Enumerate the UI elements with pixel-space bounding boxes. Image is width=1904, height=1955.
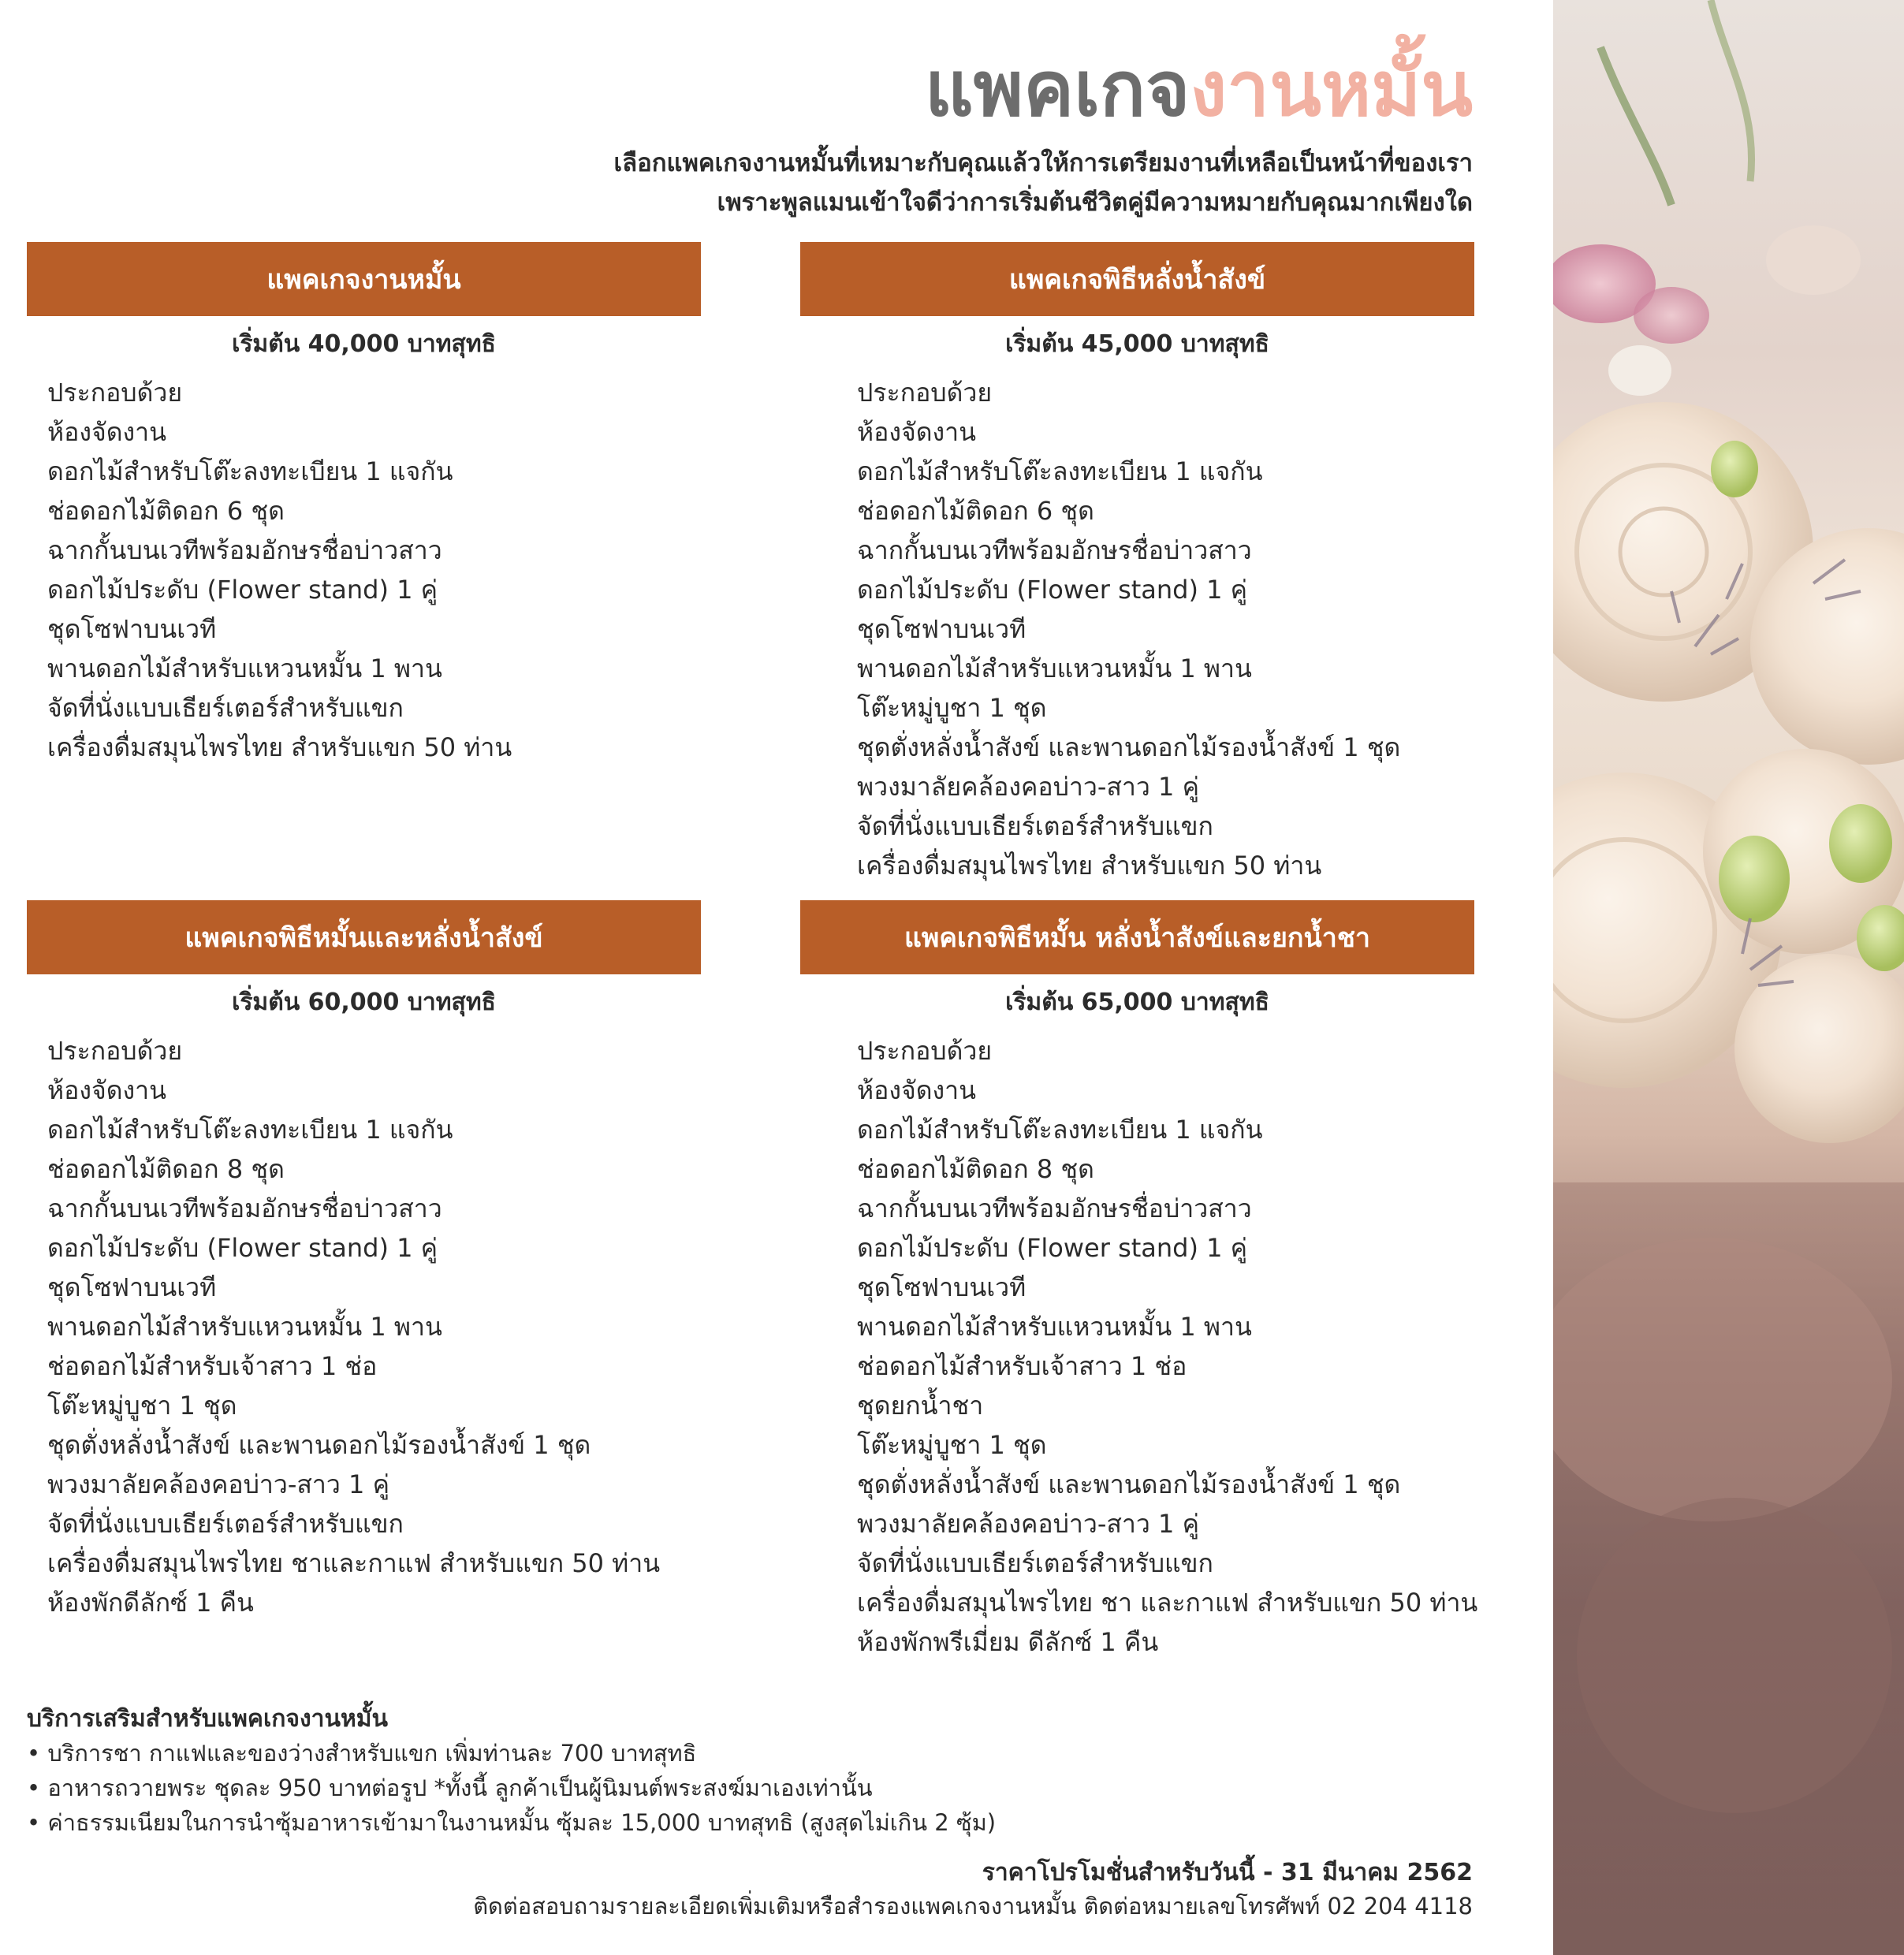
package-item: ชุดตั่งหลั่งน้ำสังข์ และพานดอกไม้รองน้ำสังข์ 1 ชุด	[857, 1469, 1401, 1499]
package-item: ช่อดอกไม้สำหรับเจ้าสาว 1 ช่อ	[47, 1351, 378, 1381]
intro-line: เพราะพูลแมนเข้าใจดีว่าการเริ่มต้นชีวิตคู่มีความหมายกับคุณมากเพียงใด	[717, 188, 1473, 217]
package-item: เครื่องดื่มสมุนไพรไทย ชาและกาแฟ สำหรับแขก 50 ท่าน	[47, 1548, 661, 1578]
extra-service-item: • ค่าธรรมเนียมในการนำซุ้มอาหารเข้ามาในงานหมั้น ซุ้มละ 15,000 บาทสุทธิ (สูงสุดไม่เกิน 2 ซุ้ม)	[27, 1805, 1525, 1840]
package-item: ฉากกั้นบนเวทีพร้อมอักษรชื่อบ่าวสาว	[47, 1193, 442, 1223]
package-item: ชุดโซฟาบนเวที	[47, 1272, 217, 1302]
package-item: พานดอกไม้สำหรับแหวนหมั้น 1 พาน	[47, 1312, 442, 1342]
package-item: ดอกไม้ประดับ (Flower stand) 1 คู่	[857, 575, 1248, 605]
package-item: ห้องจัดงาน	[857, 1075, 976, 1105]
package-item-list	[857, 1071, 1478, 1662]
intro-line: เลือกแพคเกจงานหมั้นที่เหมาะกับคุณแล้วให้การเตรียมงานที่เหลือเป็นหน้าที่ของเรา	[613, 149, 1473, 177]
package-item: ชุดโซฟาบนเวที	[857, 614, 1027, 644]
package-item: พานดอกไม้สำหรับแหวนหมั้น 1 พาน	[47, 654, 442, 683]
package-item: ห้องจัดงาน	[47, 417, 166, 447]
package-item: ชุดตั่งหลั่งน้ำสังข์ และพานดอกไม้รองน้ำสังข์ 1 ชุด	[47, 1430, 591, 1460]
package-item: ชุดโซฟาบนเวที	[857, 1272, 1027, 1302]
package-header: แพคเกจงานหมั้น	[27, 242, 701, 316]
package-card-engagement	[27, 242, 701, 767]
package-item: ดอกไม้ประดับ (Flower stand) 1 คู่	[47, 575, 438, 605]
package-item: ดอกไม้สำหรับโต๊ะลงทะเบียน 1 แจกัน	[47, 456, 453, 486]
package-item: เครื่องดื่มสมุนไพรไทย สำหรับแขก 50 ท่าน	[857, 851, 1322, 881]
package-item: พวงมาลัยคล้องคอบ่าว-สาว 1 คู่	[857, 1509, 1199, 1539]
package-item: จัดที่นั่งแบบเธียร์เตอร์สำหรับแขก	[857, 811, 1213, 841]
package-item: ช่อดอกไม้ติดอก 6 ชุด	[857, 496, 1094, 526]
package-item: จัดที่นั่งแบบเธียร์เตอร์สำหรับแขก	[47, 1509, 404, 1539]
contact-info: ติดต่อสอบถามรายละเอียดเพิ่มเติมหรือสำรองแพคเกจงานหมั้น ติดต่อหมายเลขโทรศัพท์ 02 204 4118	[473, 1893, 1473, 1920]
package-item: พวงมาลัยคล้องคอบ่าว-สาว 1 คู่	[47, 1469, 389, 1499]
intro-text	[211, 143, 1473, 222]
package-price: เริ่มต้น 40,000 บาทสุทธิ	[232, 330, 496, 358]
package-item: ดอกไม้สำหรับโต๊ะลงทะเบียน 1 แจกัน	[857, 456, 1263, 486]
package-price: เริ่มต้น 60,000 บาทสุทธิ	[232, 989, 496, 1016]
package-item: จัดที่นั่งแบบเธียร์เตอร์สำหรับแขก	[47, 693, 404, 723]
page-title	[925, 38, 1473, 140]
package-includes-label: ประกอบด้วย	[47, 378, 183, 408]
package-item-list	[47, 1071, 701, 1622]
package-item: ฉากกั้นบนเวทีพร้อมอักษรชื่อบ่าวสาว	[857, 535, 1252, 565]
package-item: ห้องจัดงาน	[857, 417, 976, 447]
package-item: เครื่องดื่มสมุนไพรไทย ชา และกาแฟ สำหรับแขก 50 ท่าน	[857, 1588, 1478, 1618]
package-item: พานดอกไม้สำหรับแหวนหมั้น 1 พาน	[857, 1312, 1252, 1342]
flower-bouquet-photo	[1553, 0, 1904, 1955]
package-header: แพคเกจพิธีหมั้นและหลั่งน้ำสังข์	[27, 900, 701, 974]
extra-service-item: • อาหารถวายพระ ชุดละ 950 บาทต่อรูป *ทั้งนี้ ลูกค้าเป็นผู้นิมนต์พระสงฆ์มาเองเท่านั้น	[27, 1771, 1525, 1805]
package-item: ดอกไม้สำหรับโต๊ะลงทะเบียน 1 แจกัน	[47, 1115, 453, 1145]
package-header: แพคเกจพิธีหมั้น หลั่งน้ำสังข์และยกน้ำชา	[800, 900, 1474, 974]
package-card-engagement-water-pouring	[27, 900, 701, 1622]
package-price: เริ่มต้น 65,000 บาทสุทธิ	[1005, 989, 1269, 1016]
package-item: เครื่องดื่มสมุนไพรไทย สำหรับแขก 50 ท่าน	[47, 732, 512, 762]
page-title-part1: แพคเกจ	[924, 45, 1190, 133]
package-item: ชุดโซฟาบนเวที	[47, 614, 217, 644]
extra-services	[27, 1703, 1525, 1840]
package-item: ห้องพักดีลักซ์ 1 คืน	[47, 1588, 254, 1618]
promotion-period: ราคาโปรโมชั่นสำหรับวันนี้ - 31 มีนาคม 2562	[982, 1859, 1473, 1886]
package-item: พานดอกไม้สำหรับแหวนหมั้น 1 พาน	[857, 654, 1252, 683]
package-item: ชุดยกน้ำชา	[857, 1391, 984, 1421]
package-item: ดอกไม้ประดับ (Flower stand) 1 คู่	[857, 1233, 1248, 1263]
package-card-engagement-water-tea	[800, 900, 1478, 1662]
package-item: ฉากกั้นบนเวทีพร้อมอักษรชื่อบ่าวสาว	[47, 535, 442, 565]
extra-services-list	[27, 1736, 1525, 1840]
package-item: พวงมาลัยคล้องคอบ่าว-สาว 1 คู่	[857, 772, 1199, 802]
package-item: ดอกไม้ประดับ (Flower stand) 1 คู่	[47, 1233, 438, 1263]
package-item: ห้องพักพรีเมี่ยม ดีลักซ์ 1 คืน	[857, 1627, 1159, 1657]
footer	[132, 1856, 1473, 1923]
package-includes-label: ประกอบด้วย	[857, 378, 993, 408]
package-item: ช่อดอกไม้ติดอก 8 ชุด	[47, 1154, 285, 1184]
package-includes-label: ประกอบด้วย	[47, 1036, 183, 1066]
package-item: ช่อดอกไม้สำหรับเจ้าสาว 1 ช่อ	[857, 1351, 1187, 1381]
extra-services-title: บริการเสริมสำหรับแพคเกจงานหมั้น	[27, 1705, 389, 1733]
package-item-list	[47, 412, 701, 767]
flower-bouquet-illustration	[1553, 0, 1904, 1955]
package-item: โต๊ะหมู่บูชา 1 ชุด	[47, 1391, 237, 1421]
package-item: ช่อดอกไม้ติดอก 8 ชุด	[857, 1154, 1094, 1184]
package-price: เริ่มต้น 45,000 บาทสุทธิ	[1005, 330, 1269, 358]
package-item-list	[857, 412, 1474, 885]
package-header: แพคเกจพิธีหลั่งน้ำสังข์	[800, 242, 1474, 316]
package-item: ชุดตั่งหลั่งน้ำสังข์ และพานดอกไม้รองน้ำสังข์ 1 ชุด	[857, 732, 1401, 762]
package-item: ดอกไม้สำหรับโต๊ะลงทะเบียน 1 แจกัน	[857, 1115, 1263, 1145]
package-item: ห้องจัดงาน	[47, 1075, 166, 1105]
package-item: ฉากกั้นบนเวทีพร้อมอักษรชื่อบ่าวสาว	[857, 1193, 1252, 1223]
package-item: ช่อดอกไม้ติดอก 6 ชุด	[47, 496, 285, 526]
package-includes-label: ประกอบด้วย	[857, 1036, 993, 1066]
package-item: โต๊ะหมู่บูชา 1 ชุด	[857, 693, 1047, 723]
extra-service-item: • บริการชา กาแฟและของว่างสำหรับแขก เพิ่มท่านละ 700 บาทสุทธิ	[27, 1736, 1525, 1771]
page-title-part2: งานหมั้น	[1190, 45, 1473, 133]
package-item: โต๊ะหมู่บูชา 1 ชุด	[857, 1430, 1047, 1460]
package-item: จัดที่นั่งแบบเธียร์เตอร์สำหรับแขก	[857, 1548, 1213, 1578]
package-card-water-pouring	[800, 242, 1474, 885]
